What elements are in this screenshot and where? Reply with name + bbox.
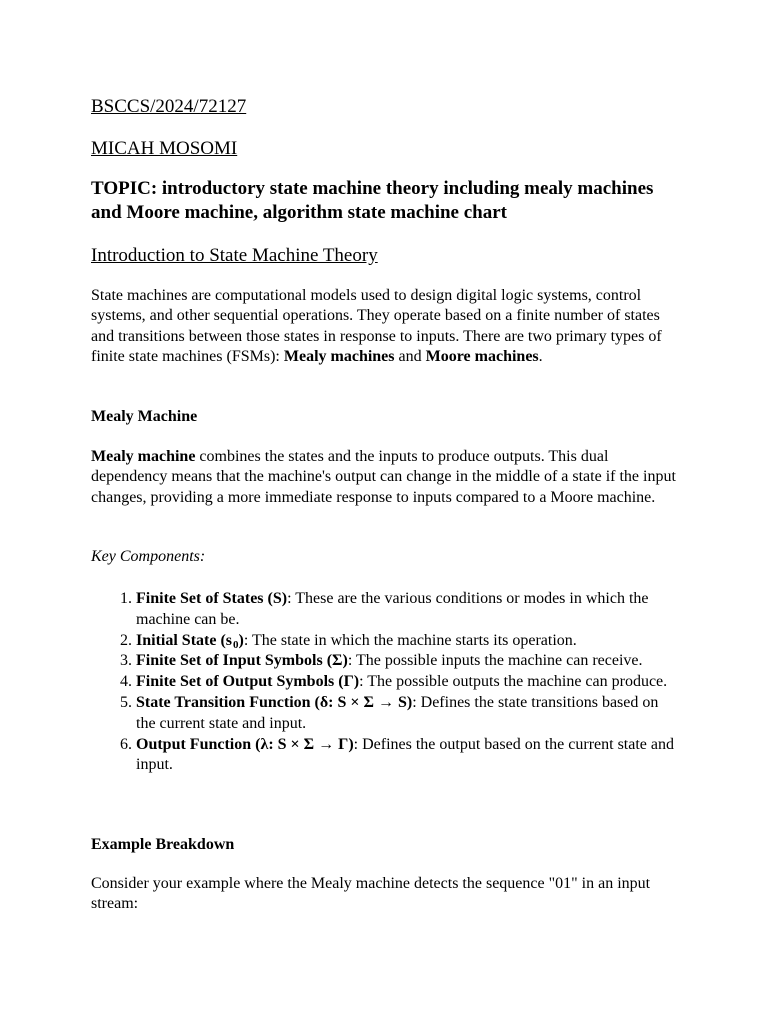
intro-paragraph <box>91 286 676 367</box>
example-paragraph: Consider your example where the Mealy machine detects the sequence "01" in an input stream: <box>91 875 651 913</box>
mealy-term: Mealy machine <box>91 448 196 465</box>
component-desc: : The state in which the machine starts its operation. <box>243 631 577 649</box>
mealy-paragraph <box>91 447 676 508</box>
list-item <box>136 631 681 652</box>
mealy-heading: Mealy Machine <box>91 408 198 425</box>
mealy-text: combines the states and the inputs to produce outputs. This dual dependency means that the machine's output can change in the middle of a state if the input changes, providing a more immediate response to inputs compared to a Moore machine. <box>91 448 676 506</box>
list-item <box>136 693 681 735</box>
list-item <box>136 672 681 693</box>
component-term: Finite Set of Input Symbols (Σ) <box>136 652 348 670</box>
components-list <box>91 589 681 776</box>
component-term: State Transition Function (δ: S × Σ → S) <box>136 693 413 711</box>
component-term: Finite Set of Output Symbols (Γ) <box>136 673 360 691</box>
component-term: Finite Set of States (S) <box>136 590 288 607</box>
component-term: Output Function (λ: S × Σ → Γ) <box>136 735 354 753</box>
component-desc: : The possible outputs the machine can produce. <box>359 673 668 691</box>
component-term-end: ) <box>238 631 244 649</box>
list-item <box>136 589 681 631</box>
component-term-subscript: 0 <box>233 638 239 651</box>
intro-end: . <box>538 347 543 365</box>
intro-term-moore: Moore machines <box>425 347 539 365</box>
list-item <box>136 651 681 672</box>
intro-term-mealy: Mealy machines <box>283 347 395 365</box>
student-name: MICAH MOSOMI <box>91 138 238 159</box>
topic-heading: TOPIC: introductory state machine theory including mealy machines and Moore machine, algorithm state machine chart <box>91 178 654 223</box>
intro-text: State machines are computational models used to design digital logic systems, control systems, and other sequential operations. They operate based on a finite number of states and transitions between those states in response to inputs. There are two primary types of finite state machines (FSMs): <box>91 287 662 365</box>
component-desc: : Defines the output based on the current state and input. <box>136 735 674 774</box>
intro-connector: and <box>394 347 426 365</box>
key-components-label: Key Components: <box>91 548 206 565</box>
example-heading: Example Breakdown <box>91 836 235 853</box>
student-id: BSCCS/2024/72127 <box>91 96 247 117</box>
intro-heading: Introduction to State Machine Theory <box>91 245 378 266</box>
list-item <box>136 735 681 777</box>
component-term-text: Initial State (s <box>136 631 232 649</box>
component-term <box>136 632 244 649</box>
component-desc: : The possible inputs the machine can receive. <box>347 652 643 670</box>
component-desc: : Defines the state transitions based on the current state and input. <box>136 693 659 732</box>
component-desc: : These are the various conditions or modes in which the machine can be. <box>136 590 649 628</box>
